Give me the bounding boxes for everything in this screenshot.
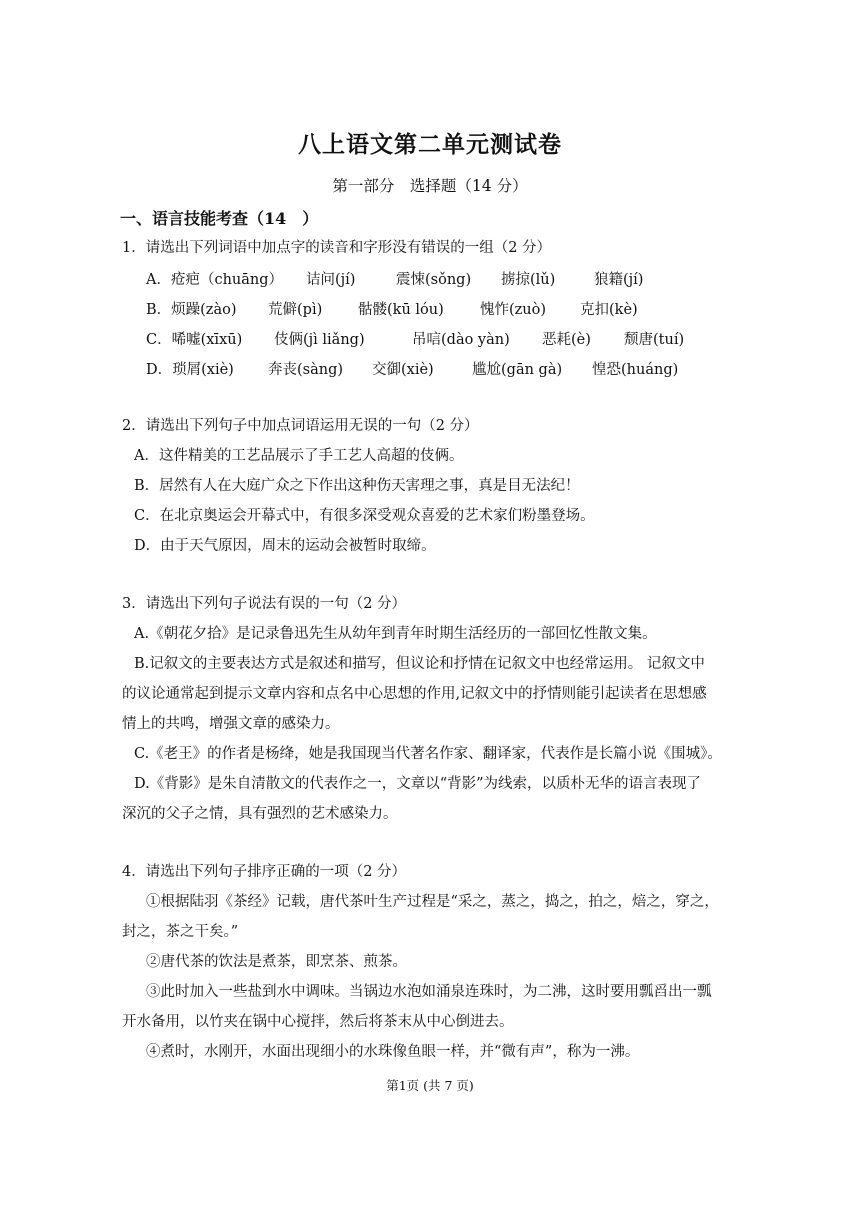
option-word: 恶耗(è)	[542, 332, 591, 348]
question-2-option-a: A．这件精美的工艺品展示了手工艺人高超的伎俩。	[134, 448, 464, 464]
part-heading: 第一部分 选择题（14 分）	[332, 177, 528, 195]
question-4-sentence-3: ③此时加入一些盐到水中调味。当锅边水泡如涌泉连珠时，为二沸，这时要用瓢舀出一瓢	[146, 984, 712, 1000]
option-word: 吊唁(dào yàn)	[412, 332, 510, 348]
question-1-stem: 1．请选出下列词语中加点字的读音和字形没有错误的一组（2 分）	[122, 240, 552, 256]
option-word: B．烦躁(zào)	[146, 302, 237, 318]
question-4-sentence-3-cont: 开水备用，以竹夹在锅中心搅拌，然后将茶末从中心倒进去。	[122, 1014, 514, 1030]
question-3-option-a: A.《朝花夕拾》是记录鲁迅先生从幼年到青年时期生活经历的一部回忆性散文集。	[134, 626, 657, 642]
option-word: 颓唐(tuí)	[624, 332, 685, 348]
section-heading: 一、语言技能考查（14 ）	[120, 209, 319, 228]
option-word: 克扣(kè)	[580, 302, 638, 318]
option-word: 惶恐(huáng)	[592, 362, 679, 378]
option-word: 伎俩(jì liǎng)	[274, 332, 365, 348]
option-word: 愧怍(zuò)	[480, 302, 547, 318]
option-word: 荒僻(pì)	[268, 302, 323, 318]
option-word: 奔丧(sàng)	[268, 362, 344, 378]
option-word: C．唏嘘(xīxū)	[146, 332, 243, 348]
page-number: 第1页 (共 7 页)	[386, 1078, 474, 1093]
option-word: A．疮疤（chuāng）	[146, 272, 284, 288]
question-4-sentence-1-cont: 封之，茶之干矣。”	[122, 924, 239, 940]
option-word: D．琐屑(xiè)	[146, 362, 234, 378]
option-word: 尴尬(gān gà)	[472, 362, 563, 378]
question-3-option-d-cont: 深沉的父子之情，具有强烈的艺术感染力。	[122, 806, 398, 822]
question-2-option-c: C．在北京奥运会开幕式中，有很多深受观众喜爱的艺术家们粉墨登场。	[134, 508, 595, 524]
question-3-option-b: B.记叙文的主要表达方式是叙述和描写，但议论和抒情在记叙文中也经常运用。 记叙文中	[134, 656, 705, 672]
question-3-option-d: D.《背影》是朱自清散文的代表作之一，文章以“背影”为线索，以质朴无华的语言表现了	[134, 776, 702, 792]
question-3-option-b-cont: 情上的共鸣，增强文章的感染力。	[122, 716, 340, 732]
question-2-stem: 2．请选出下列句子中加点词语运用无误的一句（2 分）	[122, 418, 479, 434]
option-word: 交御(xiè)	[372, 362, 434, 378]
question-3-option-b-cont: 的议论通常起到提示文章内容和点名中心思想的作用,记叙文中的抒情则能引起读者在思想感	[122, 686, 707, 702]
option-word: 震悚(sǒng)	[396, 272, 472, 288]
question-4-sentence-4: ④煮时，水刚开，水面出现细小的水珠像鱼眼一样，并“微有声”，称为一沸。	[146, 1044, 640, 1060]
question-2-option-d: D．由于天气原因，周末的运动会被暂时取缔。	[134, 538, 436, 554]
question-3-stem: 3．请选出下列句子说法有误的一句（2 分）	[122, 596, 407, 612]
question-4-sentence-1: ①根据陆羽《茶经》记载，唐代茶叶生产过程是“采之，蒸之，捣之，拍之，焙之，穿之，	[146, 894, 719, 910]
option-word: 骷髅(kū lóu)	[358, 302, 444, 318]
option-word: 诘问(jí)	[306, 272, 356, 288]
question-4-sentence-2: ②唐代茶的饮法是煮茶，即烹茶、煎茶。	[146, 954, 407, 970]
option-word: 掳掠(lǔ)	[501, 272, 556, 288]
option-word: 狼籍(jí)	[594, 272, 644, 288]
question-4-stem: 4．请选出下列句子排序正确的一项（2 分）	[122, 864, 407, 880]
question-3-option-c: C.《老王》的作者是杨绛，她是我国现当代著名作家、翻译家，代表作是长篇小说《围城》。	[134, 746, 722, 762]
page-title: 八上语文第二单元测试卷	[298, 131, 562, 158]
question-2-option-b: B．居然有人在大庭广众之下作出这种伤天害理之事，真是目无法纪！	[134, 478, 580, 494]
